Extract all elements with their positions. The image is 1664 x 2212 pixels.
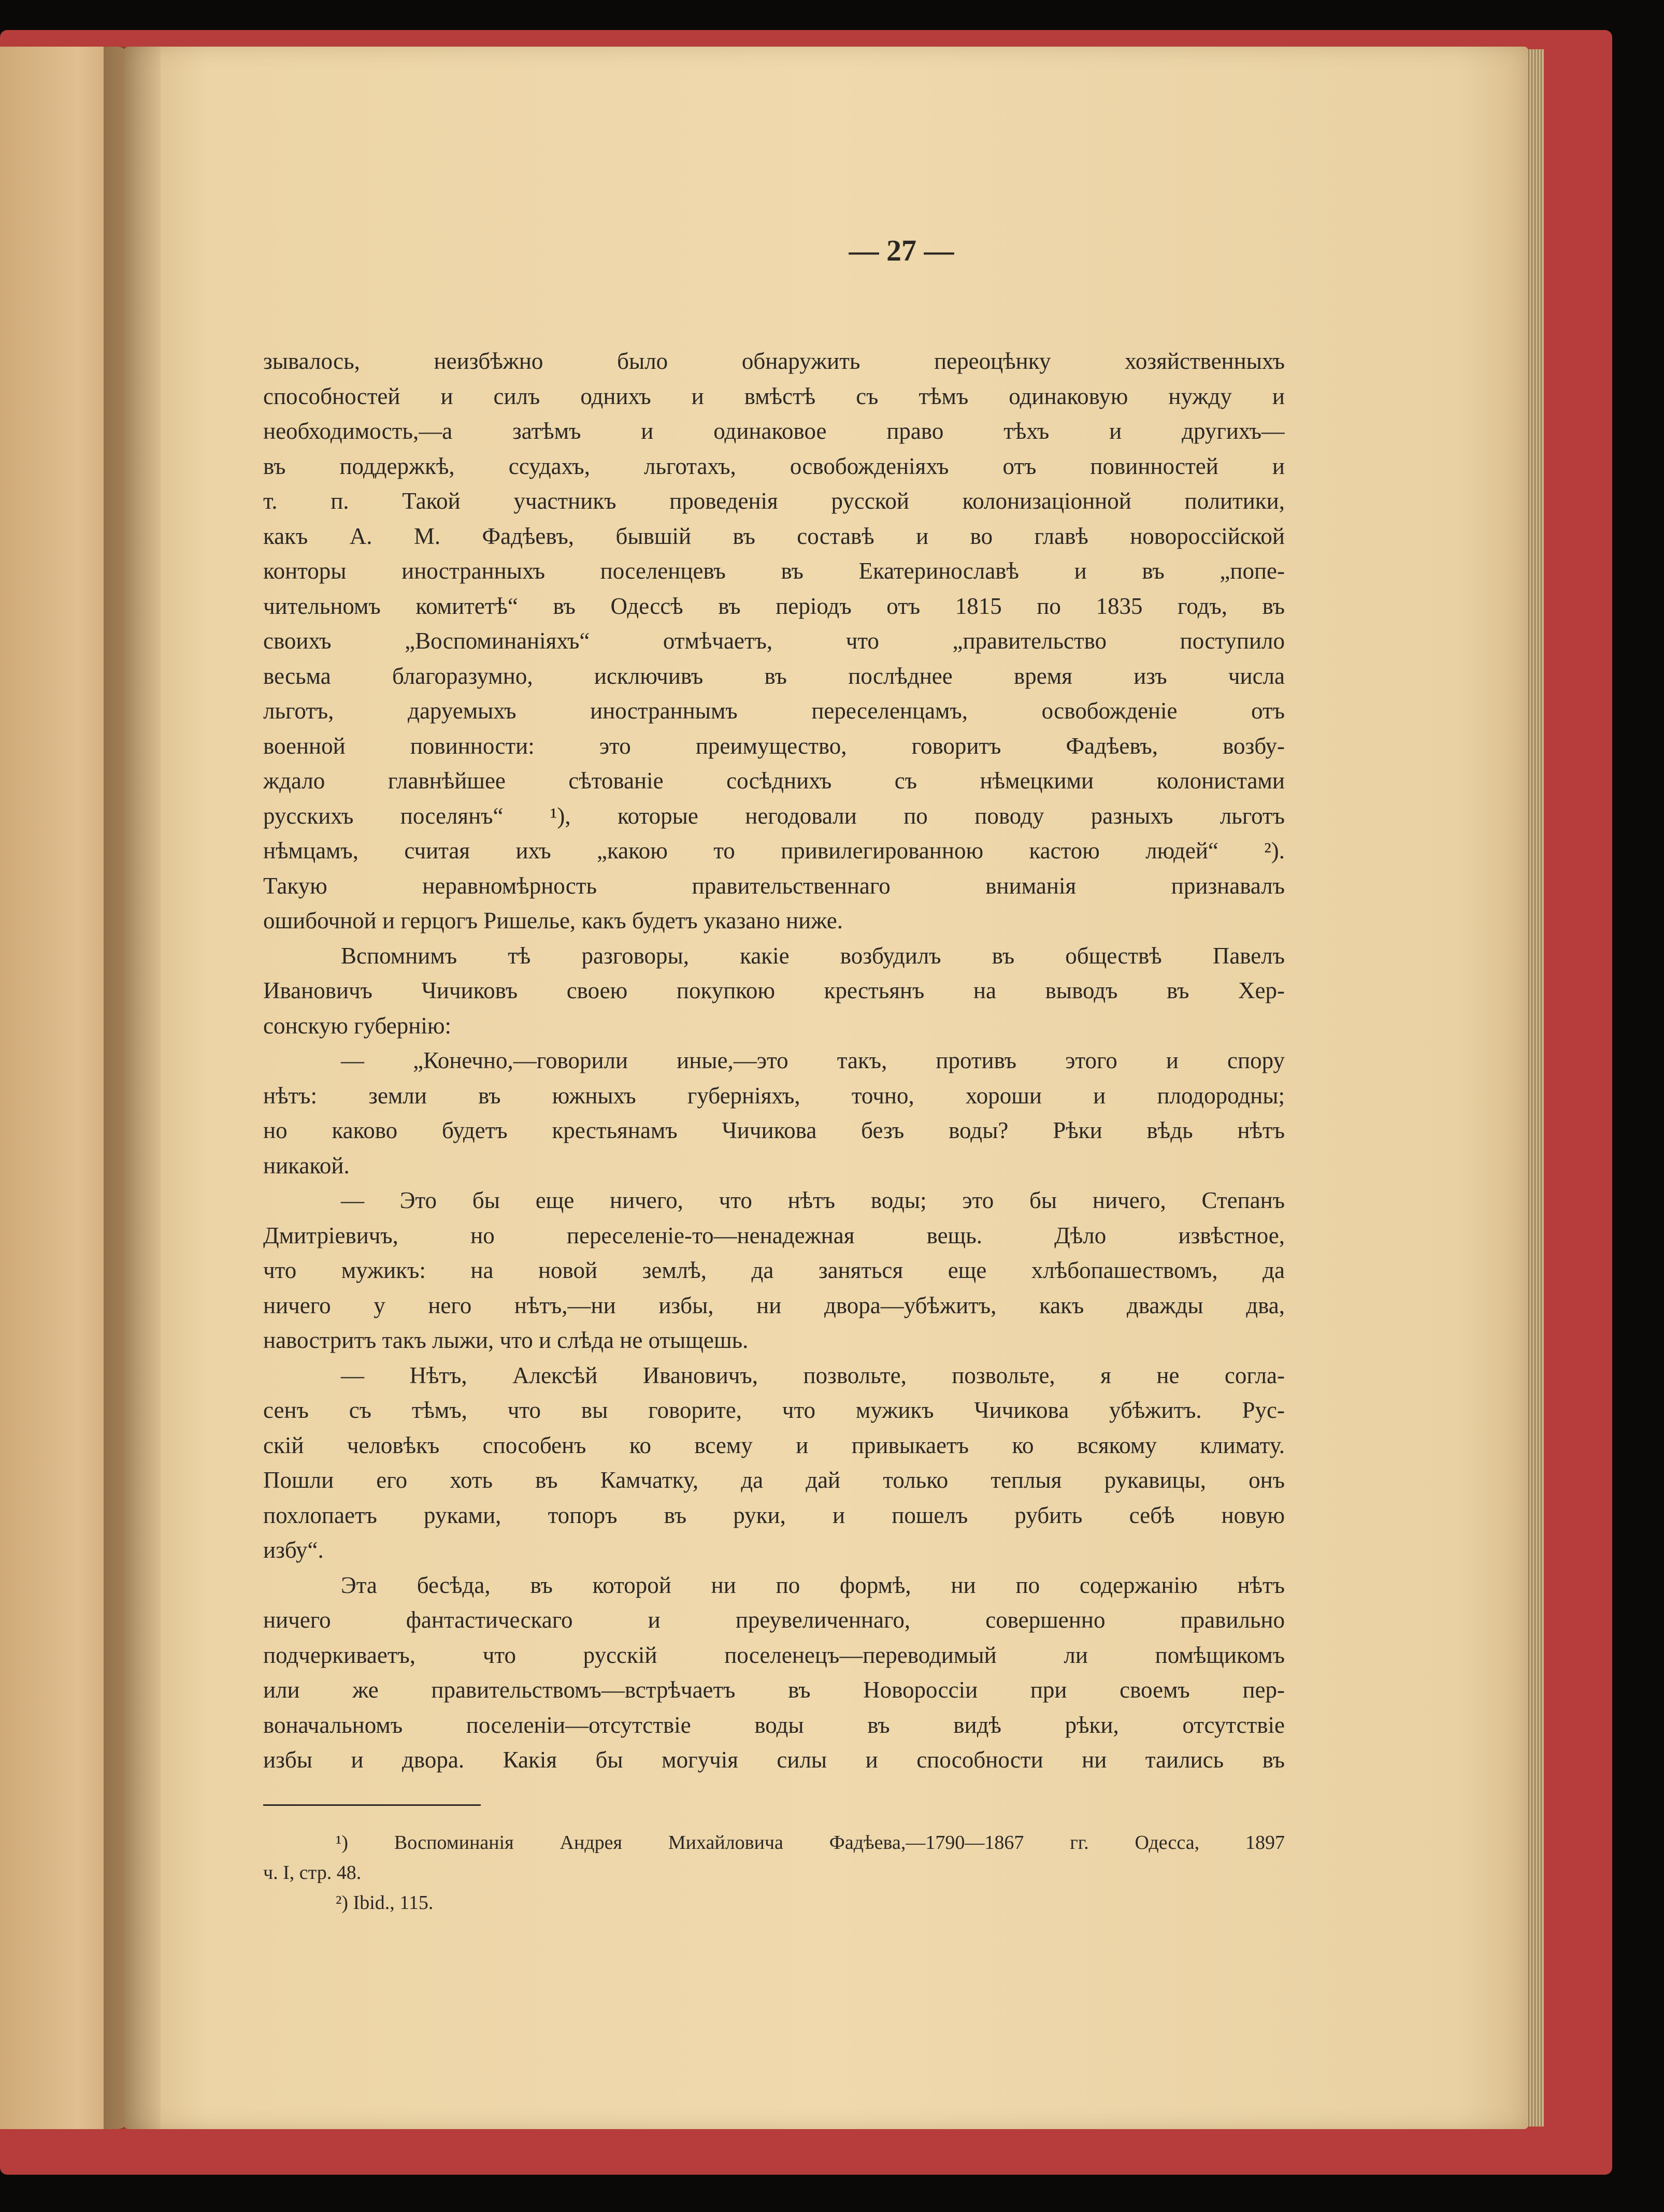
text-line: своихъ „Воспоминаніяхъ“ отмѣчаетъ, что „правительство поступило (263, 628, 1285, 654)
text-line: сонскую губернію: (263, 1012, 451, 1039)
text-line: подчеркиваетъ, что русскій поселенецъ—переводимый ли помѣщикомъ (263, 1642, 1285, 1668)
text-line: нѣтъ: земли въ южныхъ губерніяхъ, точно, хороши и плодородны; (263, 1082, 1285, 1109)
footnote-line: ¹) Воспоминанія Андрея Михайловича Фадѣева,—1790—1867 гг. Одесса, 1897 (336, 1832, 1285, 1854)
text-line: избу“. (263, 1537, 324, 1563)
book-page (124, 47, 1528, 2129)
text-line: похлопаетъ руками, топоръ въ руки, и пошелъ рубить себѣ новую (263, 1502, 1285, 1528)
text-line: въ поддержкѣ, ссудахъ, льготахъ, освобожденіяхъ отъ повинностей и (263, 453, 1285, 479)
text-line: скій человѣкъ способенъ ко всему и привыкаетъ ко всякому климату. (263, 1432, 1285, 1458)
text-line: нѣмцамъ, считая ихъ „какою то привилегированною кастою людей“ ²). (263, 838, 1285, 864)
text-line: русскихъ поселянъ“ ¹), которые негодовали по поводу разныхъ льготъ (263, 802, 1285, 829)
text-line: или же правительствомъ—встрѣчаетъ въ Новороссіи при своемъ пер- (263, 1677, 1285, 1703)
text-line: ничего у него нѣтъ,—ни избы, ни двора—убѣжитъ, какъ дважды два, (263, 1292, 1285, 1318)
text-line: чительномъ комитетѣ“ въ Одессѣ въ періодъ отъ 1815 по 1835 годъ, въ (263, 593, 1285, 619)
text-line: военной повинности: это преимущество, говоритъ Фадѣевъ, возбу- (263, 732, 1285, 759)
text-line: ждало главнѣйшее сѣтованіе сосѣднихъ съ нѣмецкими колонистами (263, 768, 1285, 794)
text-line: необходимость,—а затѣмъ и одинаковое право тѣхъ и другихъ— (263, 418, 1285, 444)
text-line: т. п. Такой участникъ проведенія русской колонизаціонной политики, (263, 488, 1285, 514)
text-line: Ивановичъ Чичиковъ своею покупкою крестьянъ на выводъ въ Хер- (263, 978, 1285, 1003)
text-line: ничего фантастическаго и преувеличеннаго, совершенно правильно (263, 1607, 1285, 1633)
text-line: никакой. (263, 1152, 350, 1179)
text-line: Дмитріевичъ, но переселеніе-то—ненадежная вещь. Дѣло извѣстное, (263, 1222, 1285, 1248)
text-line: навостритъ такъ лыжи, что и слѣда не отыщешь. (263, 1327, 749, 1353)
text-line: Эта бесѣда, въ которой ни по формѣ, ни по содержанію нѣтъ (341, 1572, 1285, 1598)
footnote-rule (263, 1804, 481, 1806)
body-text (263, 344, 1285, 1778)
text-line: Вспомнимъ тѣ разговоры, какіе возбудилъ въ обществѣ Павелъ (341, 942, 1285, 969)
text-line: Пошли его хоть въ Камчатку, да дай только теплыя рукавицы, онъ (263, 1467, 1285, 1493)
footnote-line: ²) Ibid., 115. (336, 1892, 434, 1914)
text-line: льготъ, даруемыхъ иностраннымъ переселенцамъ, освобожденіе отъ (263, 698, 1285, 724)
text-line: что мужикъ: на новой землѣ, да заняться еще хлѣбопашествомъ, да (263, 1257, 1285, 1283)
text-line: — „Конечно,—говорили иные,—это такъ, противъ этого и спору (341, 1047, 1285, 1073)
text-line: способностей и силъ однихъ и вмѣстѣ съ тѣмъ одинаковую нужду и (263, 383, 1285, 409)
text-line: зывалось, неизбѣжно было обнаружить переоцѣнку хозяйственныхъ (263, 348, 1285, 374)
page-number: — 27 — (849, 234, 954, 267)
text-line: воначальномъ поселеніи—отсутствіе воды въ видѣ рѣки, отсутствіе (263, 1712, 1285, 1738)
text-line: сенъ съ тѣмъ, что вы говорите, что мужикъ Чичикова убѣжитъ. Рус- (263, 1397, 1285, 1423)
text-line: весьма благоразумно, исключивъ въ послѣднее время изъ числа (263, 663, 1285, 689)
text-line: ошибочной и герцогъ Ришелье, какъ будетъ указано ниже. (263, 908, 843, 933)
text-line: — Это бы еще ничего, что нѣтъ воды; это бы ничего, Степанъ (341, 1187, 1285, 1213)
text-line: но каково будетъ крестьянамъ Чичикова безъ воды? Рѣки вѣдь нѣтъ (263, 1117, 1285, 1143)
text-line: конторы иностранныхъ поселенцевъ въ Екатеринославѣ и въ „попе- (263, 558, 1285, 584)
text-line: Такую неравномѣрность правительственнаго вниманія признавалъ (263, 872, 1285, 899)
text-line: — Нѣтъ, Алексѣй Ивановичъ, позвольте, позвольте, я не согла- (341, 1362, 1285, 1388)
text-line: избы и двора. Какія бы могучія силы и способности ни таились въ (263, 1747, 1285, 1773)
footnotes (263, 1828, 1285, 1918)
text-line: какъ А. М. Фадѣевъ, бывшій въ составѣ и во главѣ новороссійской (263, 523, 1285, 549)
footnote-line: ч. I, стр. 48. (263, 1862, 362, 1884)
book-gutter (104, 47, 161, 2129)
